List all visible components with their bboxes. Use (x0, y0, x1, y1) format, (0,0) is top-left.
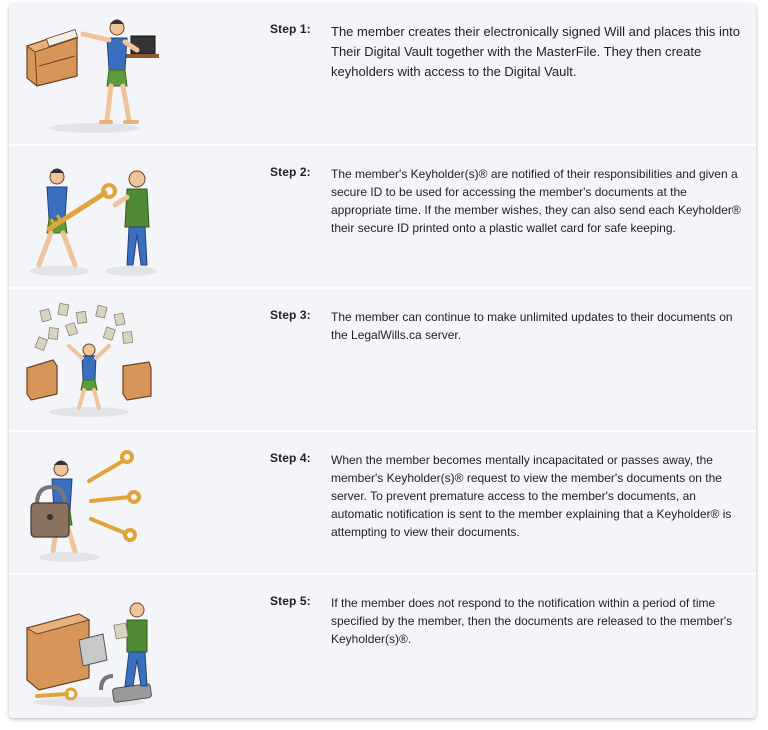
released-documents-illustration (19, 582, 159, 710)
juggling-documents-illustration (19, 296, 159, 424)
step-label: Step 3: (270, 308, 311, 322)
step-description: If the member does not respond to the notification within a period of time specified by the member, then the documents are released to the member's Keyholder(s)®. (331, 596, 733, 646)
steps-card (9, 4, 756, 718)
step-description: The member can continue to make unlimited updates to their documents on the LegalWills.ca server. (331, 310, 733, 342)
step-description: The member's Keyholder(s)® are notified of their responsibilities and given a secure ID to be used for accessing the member's documents at the appropriate time. If the member wishes, they can also send each Keyholder® their secure ID printed onto a plastic wallet card for safe keeping. (331, 167, 741, 235)
padlock-keys-illustration (19, 439, 159, 567)
step-label: Step 4: (270, 451, 311, 465)
step-row-3 (9, 290, 756, 432)
handing-key-illustration (19, 153, 159, 281)
step-row-5 (9, 576, 756, 718)
step-label: Step 1: (270, 22, 311, 36)
step-row-4 (9, 433, 756, 575)
step-row-2 (9, 147, 756, 289)
step-label: Step 5: (270, 594, 311, 608)
step-row-1 (9, 4, 756, 146)
step-description: The member creates their electronically signed Will and places this into Their Digital Vault together with the MasterFile. They then create keyholders with access to the Digital Vault. (331, 24, 740, 79)
person-filing-documents-illustration (19, 10, 159, 138)
step-description: When the member becomes mentally incapacitated or passes away, the member's Keyholder(s)® request to view the member's documents on the server. To prevent premature access to the member's documents, an automatic notification is sent to the member explaining that a Keyholder® is attempting to view their documents. (331, 453, 732, 539)
step-label: Step 2: (270, 165, 311, 179)
